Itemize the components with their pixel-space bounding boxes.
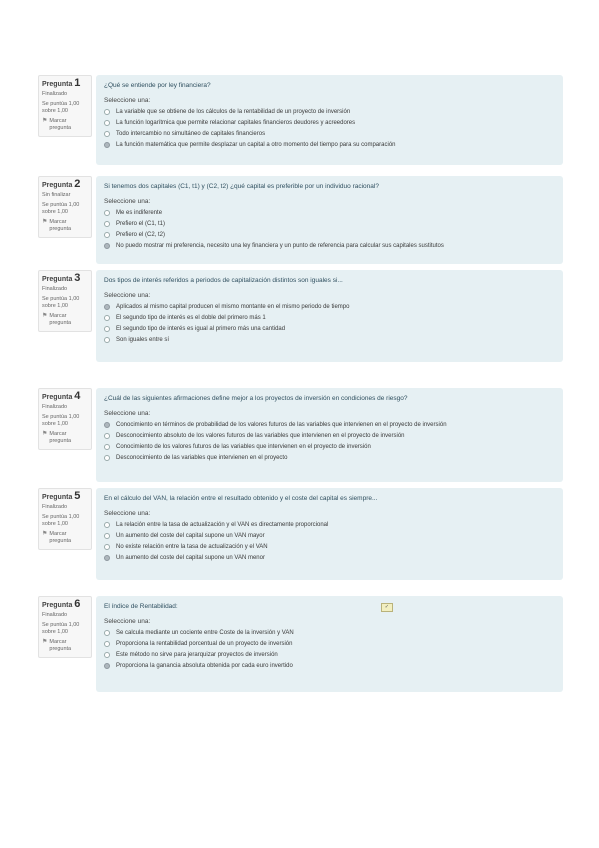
question-label: Pregunta: [42, 494, 73, 501]
answer-option[interactable]: [104, 220, 555, 228]
answer-option[interactable]: [104, 314, 555, 322]
answer-option-label: Proporciona la ganancia absoluta obtenida por cada euro invertido: [116, 663, 293, 669]
radio-button[interactable]: [104, 210, 110, 216]
radio-button[interactable]: [104, 120, 110, 126]
answer-option-label: El segundo tipo de interés es igual al primero más una cantidad: [116, 326, 286, 332]
radio-button[interactable]: [104, 337, 110, 343]
flag-icon: ⚑: [42, 431, 48, 437]
question-label: Pregunta: [42, 602, 73, 609]
flag-label: Marcar pregunta: [49, 313, 72, 326]
question-grade: Se puntúa 1,00 sobre 1,00: [42, 622, 80, 635]
answer-prompt: Seleccione una:: [104, 618, 151, 625]
question-grade: Se puntúa 1,00 sobre 1,00: [42, 514, 80, 527]
radio-button[interactable]: [104, 641, 110, 647]
answer-option-label: Prefiero el (C1, t1): [116, 221, 166, 227]
answer-option[interactable]: [104, 119, 555, 127]
question-number-label: [42, 392, 88, 402]
flag-question-link[interactable]: [42, 431, 88, 444]
radio-button[interactable]: [104, 544, 110, 550]
radio-button[interactable]: [104, 652, 110, 658]
question-label: Pregunta: [42, 394, 73, 401]
radio-button[interactable]: [104, 455, 110, 461]
radio-button[interactable]: [104, 243, 110, 249]
radio-button[interactable]: [104, 663, 110, 669]
question-info: [38, 388, 92, 450]
question-content: [96, 75, 563, 165]
radio-button[interactable]: [104, 533, 110, 539]
question-text: Dos tipos de interés referidos a periodos de capitalización distintos son iguales si...: [104, 277, 343, 284]
answer-option-label: Proporciona la rentabilidad porcentual de un proyecto de inversión: [116, 641, 293, 647]
answer-option[interactable]: [104, 336, 555, 344]
question-info: [38, 596, 92, 658]
radio-button[interactable]: [104, 555, 110, 561]
answer-option-label: Desconocimiento de las variables que intervienen en el proyecto: [116, 455, 288, 461]
feedback-badge: ✓: [381, 603, 393, 612]
question-state: Finalizado: [42, 286, 68, 292]
question-number: 3: [74, 272, 81, 284]
question-number: 4: [74, 390, 81, 402]
question-state: Finalizado: [42, 504, 68, 510]
answer-option-label: El segundo tipo de interés es el doble del primero más 1: [116, 315, 266, 321]
question-content: [96, 388, 563, 482]
question-grade: Se puntúa 1,00 sobre 1,00: [42, 202, 80, 215]
flag-label: Marcar pregunta: [49, 219, 72, 232]
answer-option-label: Me es indiferente: [116, 210, 163, 216]
answer-option-label: No puedo mostrar mi preferencia, necesito una ley financiera y un punto de referencia para calcular sus capitales sustitutos: [116, 243, 444, 249]
answer-option[interactable]: [104, 108, 555, 116]
answer-option-label: La variable que se obtiene de los cálculos de la rentabilidad de un proyecto de inversión: [116, 109, 351, 115]
question-number: 6: [74, 598, 81, 610]
question-number-label: [42, 600, 88, 610]
flag-icon: ⚑: [42, 639, 48, 645]
answer-option-label: La función logarítmica que permite relacionar capitales financieros deudores y acreedores: [116, 120, 356, 126]
answer-option[interactable]: [104, 303, 555, 311]
flag-question-link[interactable]: [42, 531, 88, 544]
answer-option-label: Conocimiento de los valores futuros de las variables que intervienen en el proyecto de inversión: [116, 444, 371, 450]
radio-button[interactable]: [104, 522, 110, 528]
flag-question-link[interactable]: [42, 313, 88, 326]
answer-option-label: Todo intercambio no simultáneo de capitales financieros: [116, 131, 266, 137]
question-info: [38, 488, 92, 550]
question-info: [38, 75, 92, 137]
answer-option-label: Son iguales entre sí: [116, 337, 170, 343]
answer-option-label: Se calcula mediante un cociente entre Coste de la inversión y VAN: [116, 630, 294, 636]
answer-option-label: Desconocimiento absoluto de los valores futuros de las variables que intervienen en el proyecto de inversión: [116, 433, 405, 439]
radio-button[interactable]: [104, 109, 110, 115]
question-content: [96, 596, 563, 692]
radio-button[interactable]: [104, 444, 110, 450]
flag-label: Marcar pregunta: [49, 118, 72, 131]
question-grade: Se puntúa 1,00 sobre 1,00: [42, 414, 80, 427]
question-number: 2: [74, 178, 81, 190]
answer-option-label: Un aumento del coste del capital supone un VAN mayor: [116, 533, 265, 539]
question-label: Pregunta: [42, 276, 73, 283]
question-grade: Se puntúa 1,00 sobre 1,00: [42, 101, 80, 114]
radio-button[interactable]: [104, 433, 110, 439]
question-text: El índice de Rentabilidad:: [104, 603, 178, 610]
flag-icon: ⚑: [42, 118, 48, 124]
question-number: 5: [74, 490, 81, 502]
question-state: Finalizado: [42, 91, 68, 97]
answer-option[interactable]: [104, 543, 555, 551]
answer-option-label: Un aumento del coste del capital supone un VAN menor: [116, 555, 265, 561]
question-state: Sin finalizar: [42, 192, 71, 198]
question-state: Finalizado: [42, 612, 68, 618]
answer-option[interactable]: [104, 141, 555, 149]
answer-option[interactable]: [104, 521, 555, 529]
radio-button[interactable]: [104, 422, 110, 428]
answer-option[interactable]: [104, 130, 555, 138]
radio-button[interactable]: [104, 630, 110, 636]
flag-label: Marcar pregunta: [49, 639, 72, 652]
flag-question-link[interactable]: [42, 118, 88, 131]
radio-button[interactable]: [104, 304, 110, 310]
answer-option-label: Aplicados al mismo capital producen el mismo montante en el mismo periodo de tiempo: [116, 304, 350, 310]
flag-icon: ⚑: [42, 313, 48, 319]
radio-button[interactable]: [104, 221, 110, 227]
answer-prompt: Seleccione una:: [104, 97, 151, 104]
question-content: [96, 270, 563, 362]
flag-question-link[interactable]: [42, 639, 88, 652]
flag-question-link[interactable]: [42, 219, 88, 232]
question-text: En el cálculo del VAN, la relación entre el resultado obtenido y el coste del capital es siempre...: [104, 495, 378, 502]
question-state: Finalizado: [42, 404, 68, 410]
answer-option[interactable]: [104, 325, 555, 333]
radio-button[interactable]: [104, 131, 110, 137]
answer-option[interactable]: [104, 443, 555, 451]
question-label: Pregunta: [42, 182, 73, 189]
question-label: Pregunta: [42, 81, 73, 88]
radio-button[interactable]: [104, 315, 110, 321]
question-grade: Se puntúa 1,00 sobre 1,00: [42, 296, 80, 309]
answer-prompt: Seleccione una:: [104, 410, 151, 417]
answer-option[interactable]: [104, 629, 555, 637]
flag-icon: ⚑: [42, 531, 48, 537]
answer-option[interactable]: [104, 242, 555, 250]
question-text: ¿Qué se entiende por ley financiera?: [104, 82, 211, 89]
answer-option[interactable]: [104, 554, 555, 562]
question-info: [38, 270, 92, 332]
answer-option[interactable]: [104, 231, 555, 239]
question-info: [38, 176, 92, 238]
flag-icon: ⚑: [42, 219, 48, 225]
answer-option[interactable]: [104, 432, 555, 440]
radio-button[interactable]: [104, 232, 110, 238]
radio-button[interactable]: [104, 326, 110, 332]
answer-option[interactable]: [104, 532, 555, 540]
answer-option[interactable]: [104, 421, 555, 429]
answer-option[interactable]: [104, 651, 555, 659]
question-number: 1: [74, 77, 81, 89]
question-number-label: [42, 79, 88, 89]
question-text: ¿Cuál de las siguientes afirmaciones define mejor a los proyectos de inversión en condiciones de riesgo?: [104, 395, 408, 402]
answer-option-label: Este método no sirve para jerarquizar proyectos de inversión: [116, 652, 278, 658]
answer-prompt: Seleccione una:: [104, 292, 151, 299]
question-number-label: [42, 492, 88, 502]
flag-label: Marcar pregunta: [49, 431, 72, 444]
answer-option-label: La función matemática que permite desplazar un capital a otro momento del tiempo para su comparación: [116, 142, 396, 148]
answer-prompt: Seleccione una:: [104, 198, 151, 205]
answer-option-label: Prefiero el (C2, t2): [116, 232, 166, 238]
answer-option[interactable]: [104, 662, 555, 670]
answer-option[interactable]: [104, 209, 555, 217]
answer-option-label: La relación entre la tasa de actualización y el VAN es directamente proporcional: [116, 522, 329, 528]
answer-option[interactable]: [104, 640, 555, 648]
question-content: [96, 488, 563, 580]
question-number-label: [42, 274, 88, 284]
question-text: Si tenemos dos capitales (C1, t1) y (C2, t2) ¿qué capital es preferible por un individuo racional?: [104, 183, 379, 190]
answer-prompt: Seleccione una:: [104, 510, 151, 517]
answer-option-label: No existe relación entre la tasa de actualización y el VAN: [116, 544, 268, 550]
answer-option-label: Conocimiento en términos de probabilidad de los valores futuros de las variables que intervienen en el proyecto de inversión: [116, 422, 447, 428]
answer-option[interactable]: [104, 454, 555, 462]
radio-button[interactable]: [104, 142, 110, 148]
question-number-label: [42, 180, 88, 190]
question-content: [96, 176, 563, 264]
flag-label: Marcar pregunta: [49, 531, 72, 544]
